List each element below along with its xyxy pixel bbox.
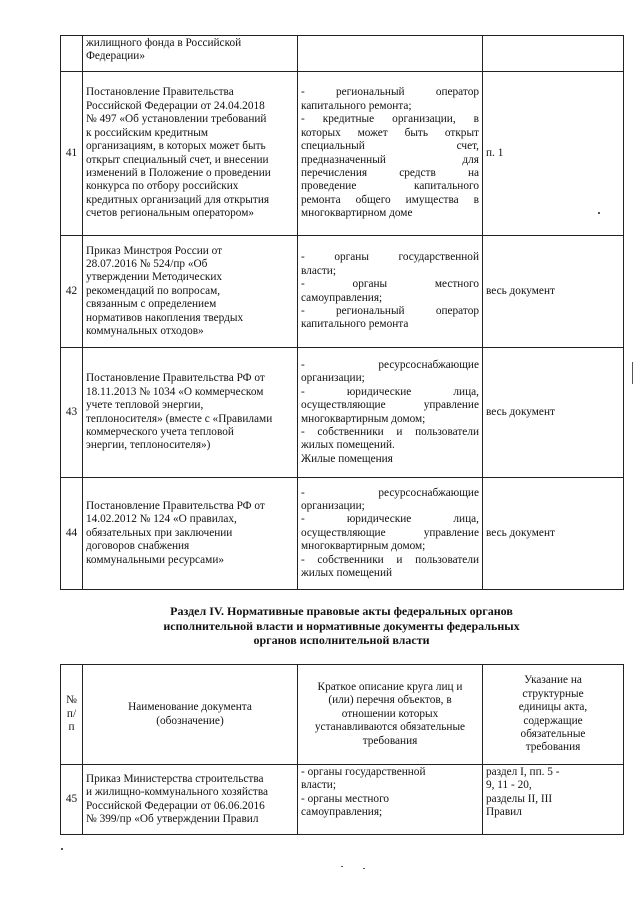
structural-units: раздел I, пп. 5 - 9, 11 - 20, разделы II, III Правил (483, 765, 624, 835)
row-number (61, 36, 83, 72)
scan-speck (632, 362, 633, 384)
structural-units: весь документ (483, 236, 624, 348)
scope-description: - органы государственной власти; - органы местного самоуправления; - региональный оператор капитального ремонта (298, 236, 483, 348)
document-name: Приказ Минстроя России от 28.07.2016 № 524/пр «Об утверждении Методических рекомендаций по вопросам, связанным с определением нормативов накопления твердых коммунальных отходов» (83, 236, 298, 348)
document-name: жилищного фонда в Российской Федерации» (83, 36, 298, 72)
row-number: 42 (61, 236, 83, 348)
row-number: 44 (61, 478, 83, 590)
scope-description: - ресурсоснабжающие организации; - юридические лица, осуществляющие управление многоквартирным домом; - собственники и пользователи жилых помещений. Жилые помещения (298, 348, 483, 478)
row-number: 43 (61, 348, 83, 478)
scan-speck (598, 212, 600, 214)
table-row (61, 478, 624, 590)
structural-units (483, 36, 624, 72)
header-structural-units: Указание на структурные единицы акта, содержащие обязательные требования (483, 665, 624, 765)
document-name: Приказ Министерства строительства и жилищно-коммунального хозяйства Российской Федерации от 06.06.2016 № 399/пр «Об утверждении Правил (83, 765, 298, 835)
scan-speck (363, 868, 365, 869)
header-scope: Краткое описание круга лиц и (или) перечня объектов, в отношении которых устанавливаются обязательные требования (298, 665, 483, 765)
structural-units: весь документ (483, 348, 624, 478)
regulations-table-continued (60, 35, 624, 590)
row-number: 41 (61, 72, 83, 236)
section-heading: Раздел IV. Нормативные правовые акты федеральных органов исполнительной власти и нормативные документы федеральных органов исполнительной власти (163, 604, 520, 647)
scope-description (298, 36, 483, 72)
federal-acts-table (60, 664, 624, 835)
document-name: Постановление Правительства Российской Федерации от 24.04.2018 № 497 «Об установлении требований к российским кредитным организациям, в которых может быть открыт специальный счет, и внесении изменений в Положение о проведении конкурса по отбору российских кредитных организаций для открытия счетов региональным оператором» (83, 72, 298, 236)
structural-units: весь документ (483, 478, 624, 590)
table-row (61, 236, 624, 348)
scan-speck (61, 848, 63, 850)
document-name: Постановление Правительства РФ от 14.02.2012 № 124 «О правилах, обязательных при заключении договоров снабжения коммунальными ресурсами» (83, 478, 298, 590)
scope-description: - региональный оператор капитального ремонта; - кредитные организации, в которых может быть открыт специальный счет, предназначенный для перечисления средств на проведение капитального ремонта общего имущества в многоквартирном доме (298, 72, 483, 236)
scope-description: - ресурсоснабжающие организации; - юридические лица, осуществляющие управление многоквартирным домом; - собственники и пользователи жилых помещений (298, 478, 483, 590)
header-document-name: Наименование документа (обозначение) (83, 665, 298, 765)
header-number: № п/п (61, 665, 83, 765)
row-number: 45 (61, 765, 83, 835)
structural-units: п. 1 (483, 72, 624, 236)
table-row (61, 72, 624, 236)
table-row (61, 348, 624, 478)
table-header-row (61, 665, 624, 765)
scan-speck (341, 866, 343, 867)
table-row (61, 36, 624, 72)
document-name: Постановление Правительства РФ от 18.11.2013 № 1034 «О коммерческом учете тепловой энергии, теплоносителя» (вместе с «Правилами коммерческого учета тепловой энергии, теплоносителя») (83, 348, 298, 478)
scope-description: - органы государственной власти; - органы местного самоуправления; (298, 765, 483, 835)
table-row (61, 765, 624, 835)
